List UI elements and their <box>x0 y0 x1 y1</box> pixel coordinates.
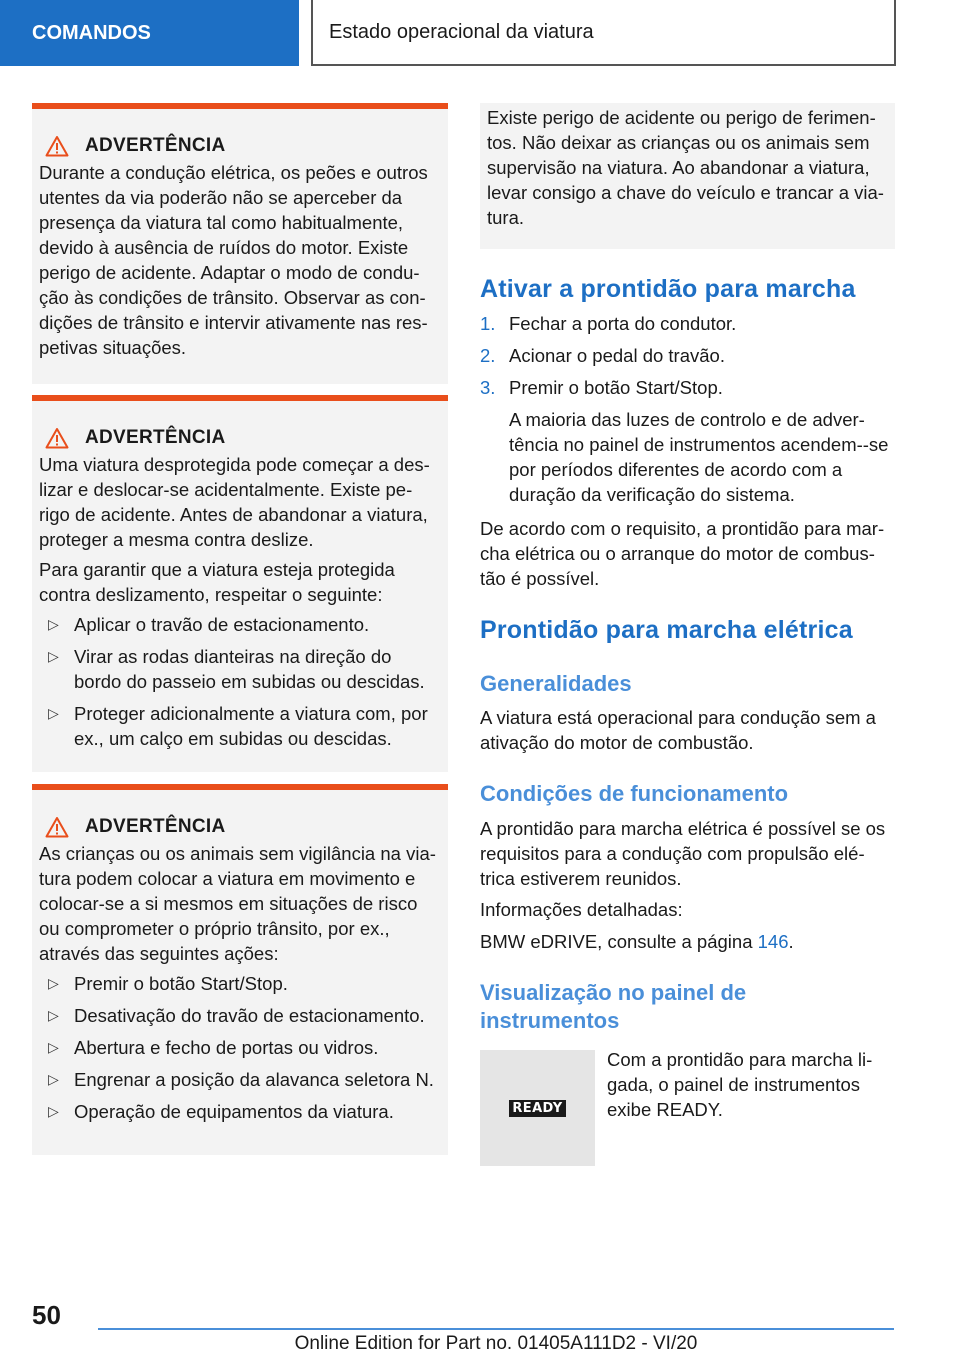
bullet-triangle-icon: ▷ <box>48 1103 59 1119</box>
warning-box-2 <box>32 395 448 772</box>
warning-text: As crianças ou os animais sem vigilância na via-tura podem colocar a viatura em movimento e colocar-se a si mesmos em situações de risco ou comprometer o próprio trânsito, por ex., através das seguintes ações: <box>39 843 436 964</box>
activation-requirement-text: De acordo com o requisito, a prontidão para mar-cha elétrica ou o arranque do motor de combus-tão é possível. <box>480 518 885 589</box>
list-item <box>39 644 440 694</box>
step-number: 3. <box>480 377 496 398</box>
step-item <box>480 311 898 336</box>
warning-title: ADVERTÊNCIA <box>85 816 226 837</box>
step-text: Acionar o pedal do travão. <box>509 345 725 366</box>
warning-heading <box>39 814 440 839</box>
list-item-text: Virar as rodas dianteiras na direção do bordo do passeio em subidas ou descidas. <box>74 646 425 692</box>
list-item <box>39 1035 440 1060</box>
warning-continuation-text: Existe perigo de acidente ou perigo de ferimen-tos. Não deixar as crianças ou os animais sem supervisão na viatura. Ao abandonar a viatura, levar consigo a chave do veículo e trancar a via-tura. <box>487 107 884 228</box>
warning-text: Durante a condução elétrica, os peões e outros utentes da via poderão não se aperceber da presença da viatura tal como habitualmente, devido à ausência de ruídos do motor. Existe perigo de acidente. Adaptar o modo de condu-ção às condições de trânsito. Observar as con-dições de trânsito e intervir ativamente nas res-petivas situações. <box>39 162 428 358</box>
chapter-title-label: Estado operacional da viatura <box>329 20 594 43</box>
step-note: A maioria das luzes de controlo e de adver-tência no painel de instrumentos acendem--se por períodos diferentes de acordo com a duração da verificação do sistema. <box>509 409 889 505</box>
bullet-triangle-icon: ▷ <box>48 1039 59 1055</box>
list-item <box>39 612 440 637</box>
list-item-text: Aplicar o travão de estacionamento. <box>74 614 370 635</box>
list-item-text: Operação de equipamentos da viatura. <box>74 1101 394 1122</box>
list-item-text: Engrenar a posição da alavanca seletora N. <box>74 1069 434 1090</box>
ready-indicator-image <box>480 1050 595 1166</box>
list-item-text: Premir o botão Start/Stop. <box>74 973 288 994</box>
list-item <box>39 701 440 751</box>
warning-list <box>39 612 440 751</box>
heading-activate-readiness: Ativar a prontidão para marcha <box>480 275 856 303</box>
bullet-triangle-icon: ▷ <box>48 648 59 664</box>
step-text: Fechar a porta do condutor. <box>509 313 737 334</box>
bullet-triangle-icon: ▷ <box>48 705 59 721</box>
ready-description: Com a prontidão para marcha li-gada, o painel de instrumentos exibe READY. <box>607 1049 873 1120</box>
list-item <box>39 1099 440 1124</box>
section-tab-label: COMANDOS <box>32 21 151 44</box>
step-item <box>480 343 898 368</box>
warning-list <box>39 971 440 1124</box>
list-item <box>39 971 440 996</box>
step-number: 1. <box>480 313 496 334</box>
chapter-title <box>311 0 896 66</box>
step-text: Premir o botão Start/Stop. <box>509 377 723 398</box>
warning-box-3 <box>32 784 448 1155</box>
bullet-triangle-icon: ▷ <box>48 616 59 632</box>
step-item <box>480 375 898 400</box>
warning-text: Uma viatura desprotegida pode começar a des-lizar e deslocar-se acidentalmente. Existe pe-rigo de acidente. Antes de abandonar a viatura, proteger a mesma contra deslize. <box>39 454 430 550</box>
heading-instrument-display: Visualização no painel de instrumentos <box>480 980 747 1033</box>
list-item-text: Proteger adicionalmente a viatura com, por ex., um calço em subidas ou descidas. <box>74 703 428 749</box>
conditions-text: A prontidão para marcha elétrica é possível se os requisitos para a condução com propulsão elé-trica estiverem reunidos. <box>480 818 886 889</box>
page-link[interactable]: 146 <box>757 931 789 952</box>
warning-triangle-icon <box>45 816 69 838</box>
list-item <box>39 1003 440 1028</box>
general-text: A viatura está operacional para condução sem a ativação do motor de combustão. <box>480 707 876 753</box>
list-item <box>39 1067 440 1092</box>
warning-heading <box>39 425 440 450</box>
heading-electric-readiness: Prontidão para marcha elétrica <box>480 616 853 644</box>
reference-suffix: . <box>788 931 794 952</box>
activation-steps <box>480 311 898 507</box>
page-reference <box>480 929 898 954</box>
warning-heading <box>39 133 440 158</box>
reference-prefix: BMW eDRIVE, consulte a página <box>480 931 758 952</box>
warning-box-1 <box>32 103 448 384</box>
bullet-triangle-icon: ▷ <box>48 1071 59 1087</box>
ready-label: READY <box>509 1100 565 1117</box>
heading-general: Generalidades <box>480 671 632 696</box>
page-number: 50 <box>32 1300 61 1330</box>
footer-edition: Online Edition for Part no. 01405A111D2 - VI/20 <box>294 1333 698 1354</box>
list-item-text: Abertura e fecho de portas ou vidros. <box>74 1037 379 1058</box>
warning-text: Para garantir que a viatura esteja protegida contra deslizamento, respeitar o seguinte: <box>39 559 395 605</box>
bullet-triangle-icon: ▷ <box>48 975 59 991</box>
warning-triangle-icon <box>45 135 69 157</box>
bullet-triangle-icon: ▷ <box>48 1007 59 1023</box>
section-tab <box>0 0 299 66</box>
step-number: 2. <box>480 345 496 366</box>
warning-triangle-icon <box>45 427 69 449</box>
heading-operating-conditions: Condições de funcionamento <box>480 781 789 806</box>
list-item-text: Desativação do travão de estacionamento. <box>74 1005 425 1026</box>
details-label: Informações detalhadas: <box>480 899 683 920</box>
warning-title: ADVERTÊNCIA <box>85 427 226 448</box>
warning-title: ADVERTÊNCIA <box>85 135 226 156</box>
warning-continuation <box>480 103 895 249</box>
